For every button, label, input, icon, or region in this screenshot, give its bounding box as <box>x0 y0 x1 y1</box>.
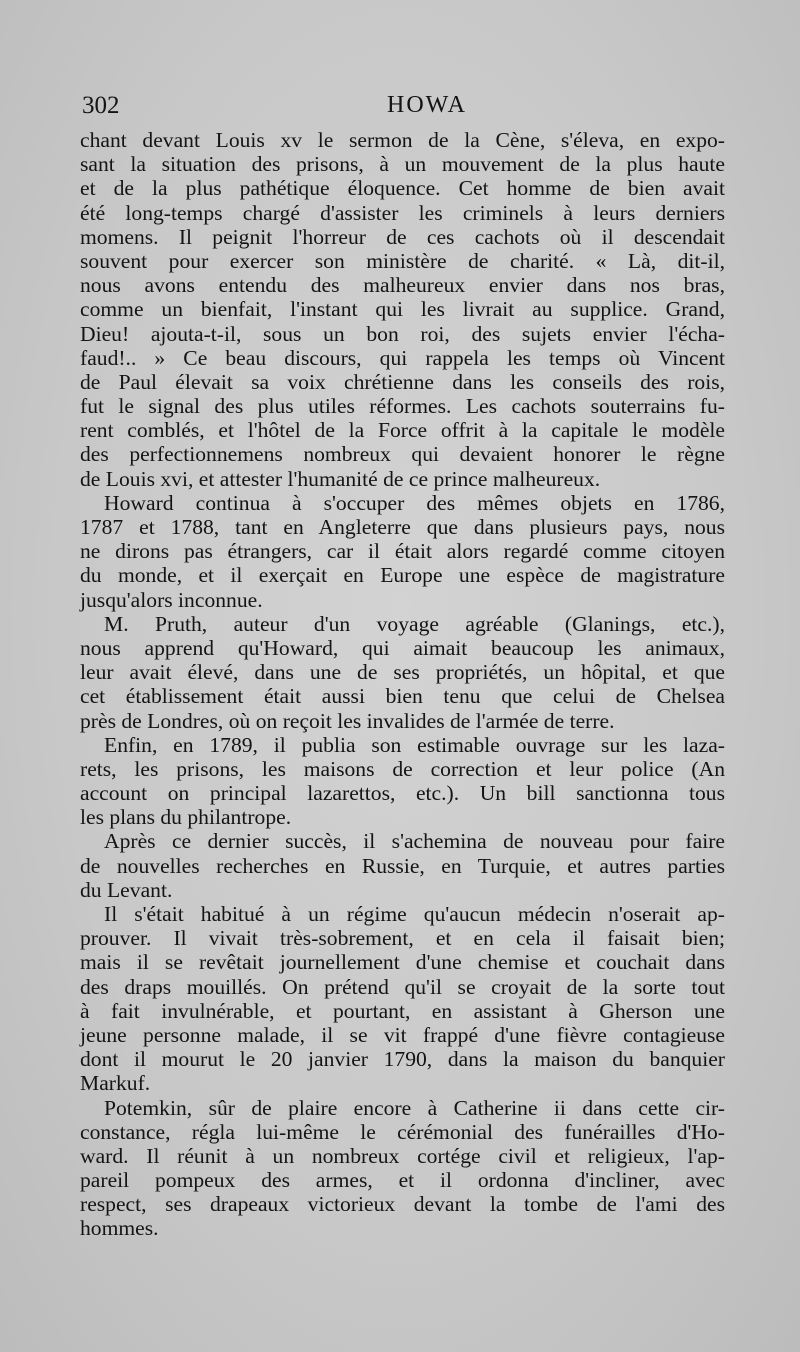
text-line: cet établissement était aussi bien tenu que celui de Chelsea <box>80 684 725 709</box>
text-line: Dieu! ajouta-t-il, sous un bon roi, des sujets envier l'écha- <box>80 321 725 346</box>
text-line: mais il se revêtait journellement d'une chemise et couchait dans <box>80 950 725 975</box>
text-line: près de Londres, où on reçoit les invalides de l'armée de terre. <box>80 708 615 733</box>
text-line: jusqu'alors inconnue. <box>80 587 263 612</box>
text-line: des perfectionnemens nombreux qui devaient honorer le règne <box>80 442 725 467</box>
paragraph-first-line: M. Pruth, auteur d'un voyage agréable (Glanings, etc.), <box>104 611 725 636</box>
text-line: pareil pompeux des armes, et il ordonna d'incliner, avec <box>80 1168 725 1193</box>
paragraph-first-line: Enfin, en 1789, il publia son estimable ouvrage sur les laza- <box>104 732 725 757</box>
text-line: chant devant Louis xv le sermon de la Cène, s'éleva, en expo- <box>80 128 725 152</box>
page-number: 302 <box>82 92 120 119</box>
text-line: fut le signal des plus utiles réformes. Les cachots souterrains fu- <box>80 394 725 419</box>
text-line: rent comblés, et l'hôtel de la Force offrit à la capitale le modèle <box>80 418 725 443</box>
paragraph-first-line: Après ce dernier succès, il s'achemina de nouveau pour faire <box>104 829 725 854</box>
running-head: HOWA <box>387 92 467 118</box>
text-line: comme un bienfait, l'instant qui les livrait au supplice. Grand, <box>80 297 725 322</box>
text-line: momens. Il peignit l'horreur de ces cachots où il descendait <box>80 224 725 249</box>
page-header <box>82 92 732 126</box>
text-line: ward. Il réunit à un nombreux cortége civil et religieux, l'ap- <box>80 1143 725 1168</box>
text-line: du Levant. <box>80 877 173 902</box>
text-line: été long-temps chargé d'assister les criminels à leurs derniers <box>80 200 725 225</box>
text-line: nous apprend qu'Howard, qui aimait beaucoup les animaux, <box>80 635 725 660</box>
text-line: nous avons entendu des malheureux envier dans nos bras, <box>80 273 725 298</box>
text-line: les plans du philantrope. <box>80 805 292 830</box>
text-line: à fait invulnérable, et pourtant, en assistant à Gherson une <box>80 998 725 1023</box>
text-line: faud!.. » Ce beau discours, qui rappela les temps où Vincent <box>80 345 725 370</box>
paragraph-first-line: Potemkin, sûr de plaire encore à Catherine ii dans cette cir- <box>104 1095 725 1120</box>
paragraph-first-line: Il s'était habitué à un régime qu'aucun médecin n'oserait ap- <box>104 902 725 926</box>
text-line: dont il mourut le 20 janvier 1790, dans la maison du banquier <box>80 1047 725 1072</box>
text-line: constance, régla lui-même le cérémonial des funérailles d'Ho- <box>80 1119 725 1144</box>
text-line: leur avait élevé, dans une de ses propriétés, un hôpital, et que <box>80 660 725 685</box>
text-line: Markuf. <box>80 1071 151 1096</box>
text-line: account on principal lazarettos, etc.). Un bill sanctionna tous <box>80 781 725 806</box>
text-line: de nouvelles recherches en Russie, en Turquie, et autres parties <box>80 853 725 878</box>
text-line: et de la plus pathétique éloquence. Cet homme de bien avait <box>80 176 725 201</box>
text-line: de Paul élevait sa voix chrétienne dans les conseils des rois, <box>80 369 725 394</box>
text-line: rets, les prisons, les maisons de correction et leur police (An <box>80 756 725 781</box>
paragraph-first-line: Howard continua à s'occuper des mêmes objets en 1786, <box>104 490 725 515</box>
text-line: jeune personne malade, il se vit frappé d'une fièvre contagieuse <box>80 1022 725 1047</box>
text-line: souvent pour exercer son ministère de charité. « Là, dit-il, <box>80 248 725 273</box>
body-text <box>80 128 725 1241</box>
text-line: 1787 et 1788, tant en Angleterre que dans plusieurs pays, nous <box>80 515 725 539</box>
text-line: ne dirons pas étrangers, car il était alors regardé comme citoyen <box>80 539 725 564</box>
text-line: prouver. Il vivait très-sobrement, et en cela il faisait bien; <box>80 926 725 951</box>
text-line: hommes. <box>80 1216 159 1241</box>
text-line: respect, ses drapeaux victorieux devant la tombe de l'ami des <box>80 1192 725 1217</box>
text-line: du monde, et il exerçait en Europe une espèce de magistrature <box>80 563 725 588</box>
text-line: de Louis xvi, et attester l'humanité de ce prince malheureux. <box>80 466 601 491</box>
text-line: sant la situation des prisons, à un mouvement de la plus haute <box>80 152 725 177</box>
text-line: des draps mouillés. On prétend qu'il se croyait de la sorte tout <box>80 974 725 999</box>
